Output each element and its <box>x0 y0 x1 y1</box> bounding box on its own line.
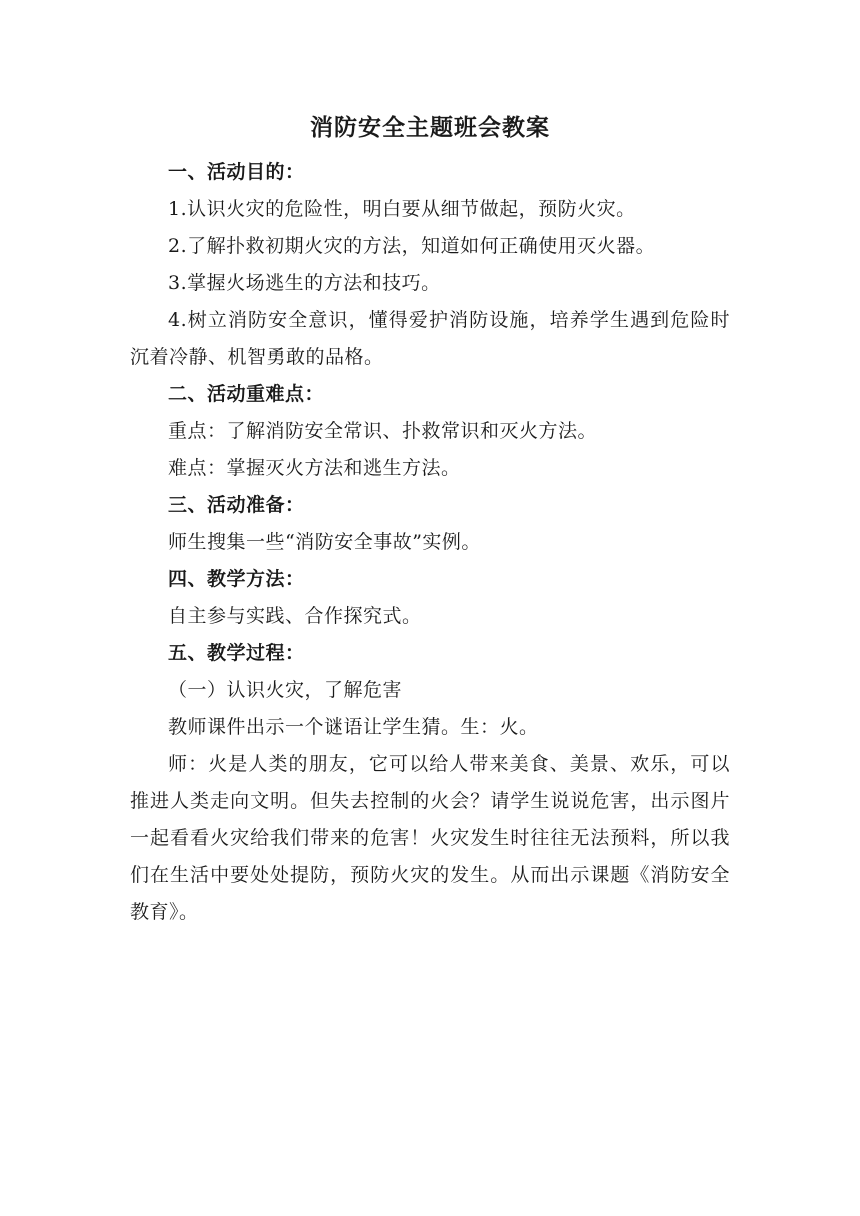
paragraph: 4.树立消防安全意识，懂得爱护消防设施，培养学生遇到危险时沉着冷静、机智勇敢的品格。 <box>130 309 730 368</box>
paragraph: 师：火是人类的朋友，它可以给人带来美食、美景、欢乐，可以推进人类走向文明。但失去控制的火会？请学生说说危害，出示图片一起看看火灾给我们带来的危害！火灾发生时往往无法预料，所以我们在生活中要处处提防，预防火灾的发生。从而出示课题《消防安全教育》。 <box>130 753 730 923</box>
paragraph: 自主参与实践、合作探究式。 <box>168 605 422 627</box>
document-title: 消防安全主题班会教案 <box>310 114 550 141</box>
section-heading: 三、活动准备： <box>168 494 305 516</box>
section-heading: 四、教学方法： <box>168 568 305 590</box>
paragraph: 3.掌握火场逃生的方法和技巧。 <box>168 272 441 294</box>
paragraph: 重点：了解消防安全常识、扑救常识和灭火方法。 <box>168 420 598 442</box>
section-heading: 一、活动目的： <box>168 161 305 183</box>
section-heading: 二、活动重难点： <box>168 383 325 405</box>
paragraph: 2.了解扑救初期火灾的方法，知道如何正确使用灭火器。 <box>168 235 656 257</box>
document-body <box>130 154 730 931</box>
paragraph: 难点：掌握灭火方法和逃生方法。 <box>168 457 461 479</box>
paragraph: 师生搜集一些“消防安全事故”实例。 <box>168 531 481 553</box>
subsection-heading: （一）认识火灾，了解危害 <box>168 679 403 701</box>
section-heading: 五、教学过程： <box>168 642 305 664</box>
paragraph: 1.认识火灾的危险性，明白要从细节做起，预防火灾。 <box>168 198 636 220</box>
paragraph: 教师课件出示一个谜语让学生猜。生：火。 <box>168 716 539 738</box>
